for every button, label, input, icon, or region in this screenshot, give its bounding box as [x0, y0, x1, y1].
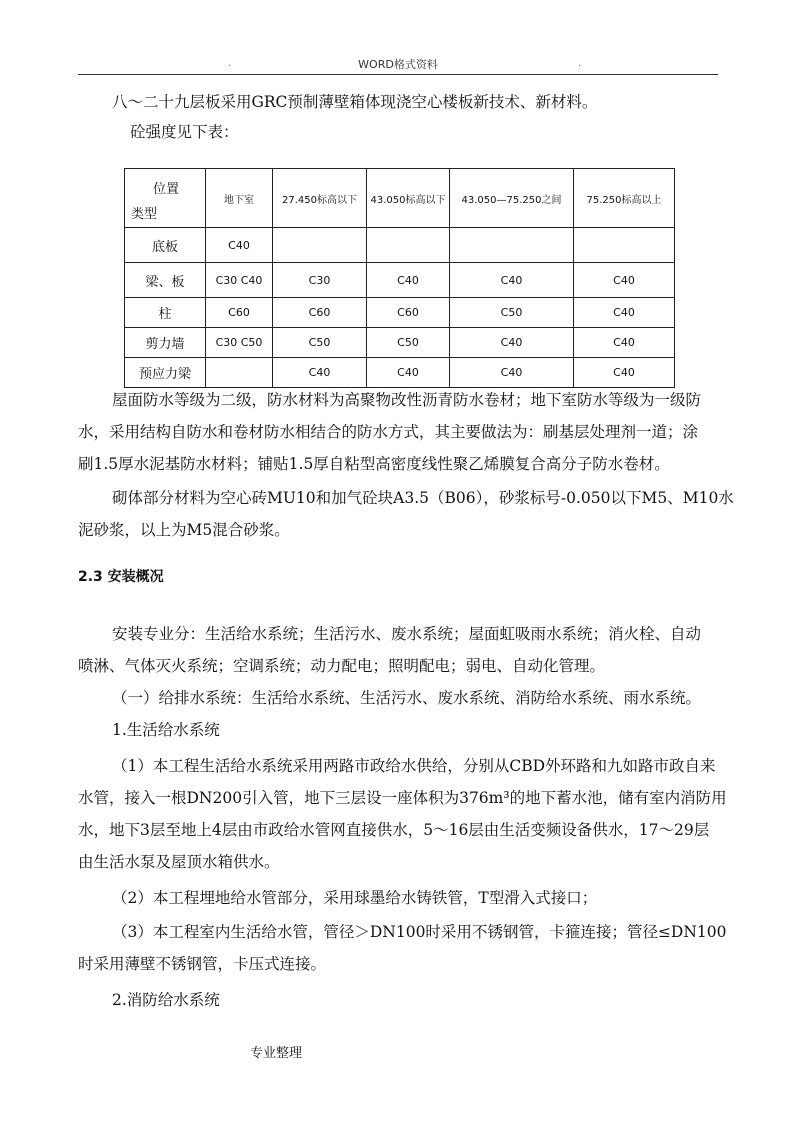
table-cell: C50 [367, 328, 450, 358]
table-cell: C40 [206, 228, 273, 263]
table-cell: C40 [574, 358, 675, 388]
table-corner-cell [125, 169, 206, 228]
item1-line-3: 水，地下3层至地上4层由市政给水管网直接供水，5～16层由生活变频设备供水，17～29层 [78, 821, 710, 839]
column-header: 75.250标高以上 [574, 169, 675, 228]
page-header [78, 56, 718, 75]
table-cell: C50 [450, 298, 574, 328]
drainage-heading: （一）给排水系统：生活给水系统、生活污水、废水系统、消防给水系统、雨水系统。 [112, 689, 702, 707]
table-cell: C50 [273, 328, 367, 358]
table-cell: C40 [450, 358, 574, 388]
table-cell: C30 C50 [206, 328, 273, 358]
column-header: 地下室 [206, 169, 273, 228]
row-label: 柱 [125, 298, 206, 328]
table-row [125, 328, 675, 358]
table-cell: C60 [273, 298, 367, 328]
table-cell [367, 228, 450, 263]
table-cell: C40 [450, 328, 574, 358]
table-cell [574, 228, 675, 263]
table-row [125, 263, 675, 298]
item1-line-4: 由生活水泵及屋顶水箱供水。 [78, 853, 280, 871]
table-cell: C40 [574, 263, 675, 298]
row-label: 预应力梁 [125, 358, 206, 388]
column-header: 43.050—75.250之间 [450, 169, 574, 228]
waterproof-line-2: 水，采用结构自防水和卷材防水相结合的防水方式，其主要做法为：刷基层处理剂一道；涂 [78, 423, 699, 441]
header-dot-right: . [578, 58, 582, 69]
table-cell: C30 [273, 263, 367, 298]
waterproof-line-3: 刷1.5厚水泥基防水材料；铺贴1.5厚自粘型高密度线性聚乙烯膜复合高分子防水卷材。 [78, 455, 670, 473]
subsection-fire-water: 2.消防给水系统 [112, 991, 220, 1009]
table-cell: C60 [367, 298, 450, 328]
column-header: 27.450标高以下 [273, 169, 367, 228]
table-cell [450, 228, 574, 263]
table-row [125, 358, 675, 388]
table-cell [206, 358, 273, 388]
intro-line-1: 八～二十九层板采用GRC预制薄壁箱体现浇空心楼板新技术、新材料。 [112, 93, 598, 111]
item1-line-2: 水管，接入一根DN200引入管，地下三层设一座体积为376m³的地下蓄水池，储有室内消防用 [78, 789, 727, 807]
section-title: 2.3 安装概况 [78, 569, 164, 585]
table-cell: C40 [367, 263, 450, 298]
table-cell: C40 [574, 298, 675, 328]
table-cell: C60 [206, 298, 273, 328]
item3-line-2: 时采用薄壁不锈钢管，卡压式连接。 [78, 955, 327, 973]
table-row [125, 228, 675, 263]
waterproof-line-1: 屋面防水等级为二级，防水材料为高聚物改性沥青防水卷材；地下室防水等级为一级防 [112, 391, 702, 409]
masonry-line-2: 泥砂浆，以上为M5混合砂浆。 [78, 521, 290, 539]
install-line-2: 喷淋、气体灭火系统；空调系统；动力配电；照明配电；弱电、自动化管理。 [78, 657, 606, 675]
header-title: WORD格式资料 [358, 58, 438, 71]
row-label: 底板 [125, 228, 206, 263]
install-line-1: 安装专业分：生活给水系统；生活污水、废水系统；屋面虹吸雨水系统；消火栓、自动 [112, 625, 702, 643]
corner-top-label: 位置 [153, 182, 180, 197]
row-label: 剪力墙 [125, 328, 206, 358]
table-cell: C40 [273, 358, 367, 388]
item2-line: （2）本工程埋地给水管部分，采用球墨给水铸铁管，T型滑入式接口； [112, 889, 598, 907]
table-cell: C40 [574, 328, 675, 358]
subsection-domestic-water: 1.生活给水系统 [112, 721, 220, 739]
column-header: 43.050标高以下 [367, 169, 450, 228]
table-cell: C30 C40 [206, 263, 273, 298]
table-cell: C40 [450, 263, 574, 298]
concrete-strength-table [124, 168, 675, 388]
table-cell: C40 [367, 358, 450, 388]
page-footer: 专业整理 [250, 1046, 303, 1061]
item3-line-1: （3）本工程室内生活给水管，管径＞DN100时采用不锈钢管，卡箍连接；管径≤DN100 [112, 923, 727, 941]
masonry-line-1: 砌体部分材料为空心砖MU10和加气砼块A3.5（B06），砂浆标号-0.050以下M5、M10水 [112, 489, 734, 507]
table-row [125, 298, 675, 328]
intro-line-2: 砼强度见下表： [130, 123, 239, 141]
item1-line-1: （1）本工程生活给水系统采用两路市政给水供给，分别从CBD外环路和九如路市政自来 [112, 757, 716, 775]
corner-bottom-label: 类型 [131, 207, 158, 222]
header-dot-left: . [228, 58, 232, 69]
table-cell [273, 228, 367, 263]
row-label: 梁、板 [125, 263, 206, 298]
